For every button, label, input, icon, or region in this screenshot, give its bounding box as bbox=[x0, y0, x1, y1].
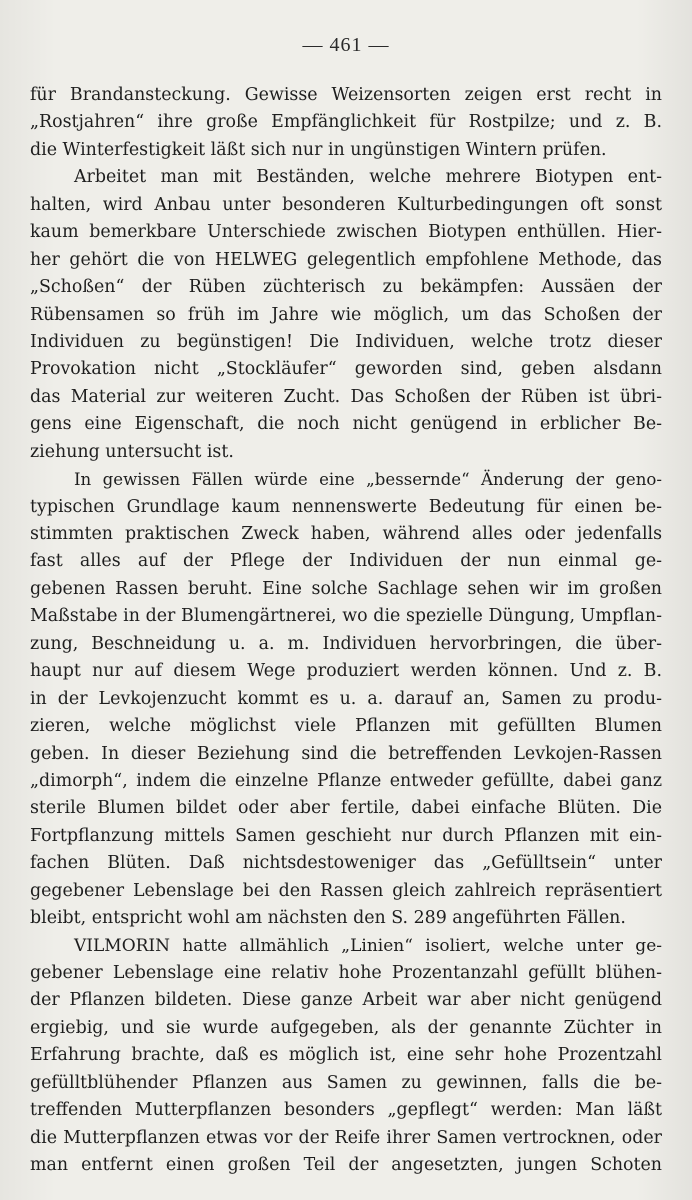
text-line: „Rostjahren“ ihre große Empfänglichkeit für Rostpilze; und z. B. bbox=[30, 112, 662, 133]
body-text bbox=[30, 82, 662, 1180]
text-line: die Winterfestigkeit läßt sich nur in ungünstigen Wintern prüfen. bbox=[30, 139, 607, 160]
text-line: fachen Blüten. Daß nichtsdestoweniger das „Gefülltsein“ unter bbox=[30, 853, 662, 874]
text-line: Arbeitet man mit Beständen, welche mehrere Biotypen ent- bbox=[74, 167, 662, 188]
text-line: für Brandansteckung. Gewisse Weizensorten zeigen erst recht in bbox=[30, 85, 662, 105]
text-line: In gewissen Fällen würde eine „bessernde“ Änderung der geno- bbox=[74, 470, 662, 490]
text-line: zieren, welche möglichst viele Pflanzen mit gefüllten Blumen bbox=[30, 716, 662, 737]
text-line: Provokation nicht „Stockläufer“ geworden sind, geben alsdann bbox=[30, 359, 662, 380]
text-line: der Pflanzen bildeten. Diese ganze Arbeit war aber nicht genügend bbox=[30, 990, 662, 1011]
text-line: halten, wird Anbau unter besonderen Kulturbedingungen oft sonst bbox=[30, 194, 662, 215]
text-line: Rübensamen so früh im Jahre wie möglich, um das Schoßen der bbox=[30, 304, 662, 325]
text-line: Individuen zu begünstigen! Die Individuen, welche trotz dieser bbox=[30, 331, 662, 352]
text-line: gebener Lebenslage eine relativ hohe Prozentanzahl gefüllt blühen- bbox=[30, 963, 662, 983]
text-line: stimmten praktischen Zweck haben, während alles oder jedenfalls bbox=[30, 524, 662, 544]
text-line: geben. In dieser Beziehung sind die betreffenden Levkojen-Rassen bbox=[30, 743, 662, 764]
text-line: gegebener Lebenslage bei den Rassen gleich zahlreich repräsentiert bbox=[30, 880, 662, 901]
text-line: die Mutterpflanzen etwas vor der Reife ihrer Samen vertrocknen, oder bbox=[30, 1127, 662, 1148]
text-line: her gehört die von HELWEG gelegentlich empfohlene Methode, das bbox=[30, 249, 662, 270]
text-line: „Schoßen“ der Rüben züchterisch zu bekämpfen: Aussäen der bbox=[30, 277, 662, 298]
text-line: in der Levkojenzucht kommt es u. a. darauf an, Samen zu produ- bbox=[30, 688, 662, 709]
text-line: gens eine Eigenschaft, die noch nicht genügend in erblicher Be- bbox=[30, 414, 662, 435]
text-line: man entfernt einen großen Teil der angesetzten, jungen Schoten bbox=[30, 1155, 662, 1176]
text-line: treffenden Mutterpflanzen besonders „gepflegt“ werden: Man läßt bbox=[30, 1100, 662, 1121]
text-line: kaum bemerkbare Unterschiede zwischen Biotypen enthüllen. Hier- bbox=[30, 222, 662, 243]
text-line: zung, Beschneidung u. a. m. Individuen hervorbringen, die über- bbox=[30, 633, 662, 654]
text-line: haupt nur auf diesem Wege produziert werden können. Und z. B. bbox=[30, 661, 662, 682]
text-line: ergiebig, und sie wurde aufgegeben, als der genannte Züchter in bbox=[30, 1017, 662, 1038]
text-line: sterile Blumen bildet oder aber fertile, dabei einfache Blüten. Die bbox=[30, 798, 662, 819]
text-line: bleibt, entspricht wohl am nächsten den S. 289 angeführten Fällen. bbox=[30, 908, 626, 929]
text-line: das Material zur weiteren Zucht. Das Schoßen der Rüben ist übri- bbox=[30, 386, 662, 407]
text-line: ziehung untersucht ist. bbox=[30, 441, 234, 462]
text-line: fast alles auf der Pflege der Individuen der nun einmal ge- bbox=[30, 551, 662, 572]
text-line: Fortpflanzung mittels Samen geschieht nur durch Pflanzen mit ein- bbox=[30, 825, 662, 846]
text-line: VILMORIN hatte allmählich „Linien“ isoliert, welche unter ge- bbox=[74, 935, 662, 956]
text-line: gebenen Rassen beruht. Eine solche Sachlage sehen wir im großen bbox=[30, 578, 662, 599]
text-line: Maßstabe in der Blumengärtnerei, wo die spezielle Düngung, Umpflan- bbox=[30, 606, 662, 627]
text-line: Erfahrung brachte, daß es möglich ist, eine sehr hohe Prozentzahl bbox=[30, 1045, 662, 1066]
text-line: gefülltblühender Pflanzen aus Samen zu gewinnen, falls die be- bbox=[30, 1072, 662, 1093]
text-line: „dimorph“, indem die einzelne Pflanze entweder gefüllte, dabei ganz bbox=[30, 770, 662, 791]
text-line: typischen Grundlage kaum nennenswerte Bedeutung für einen be- bbox=[30, 496, 662, 517]
page-number: — 461 — bbox=[302, 34, 390, 56]
